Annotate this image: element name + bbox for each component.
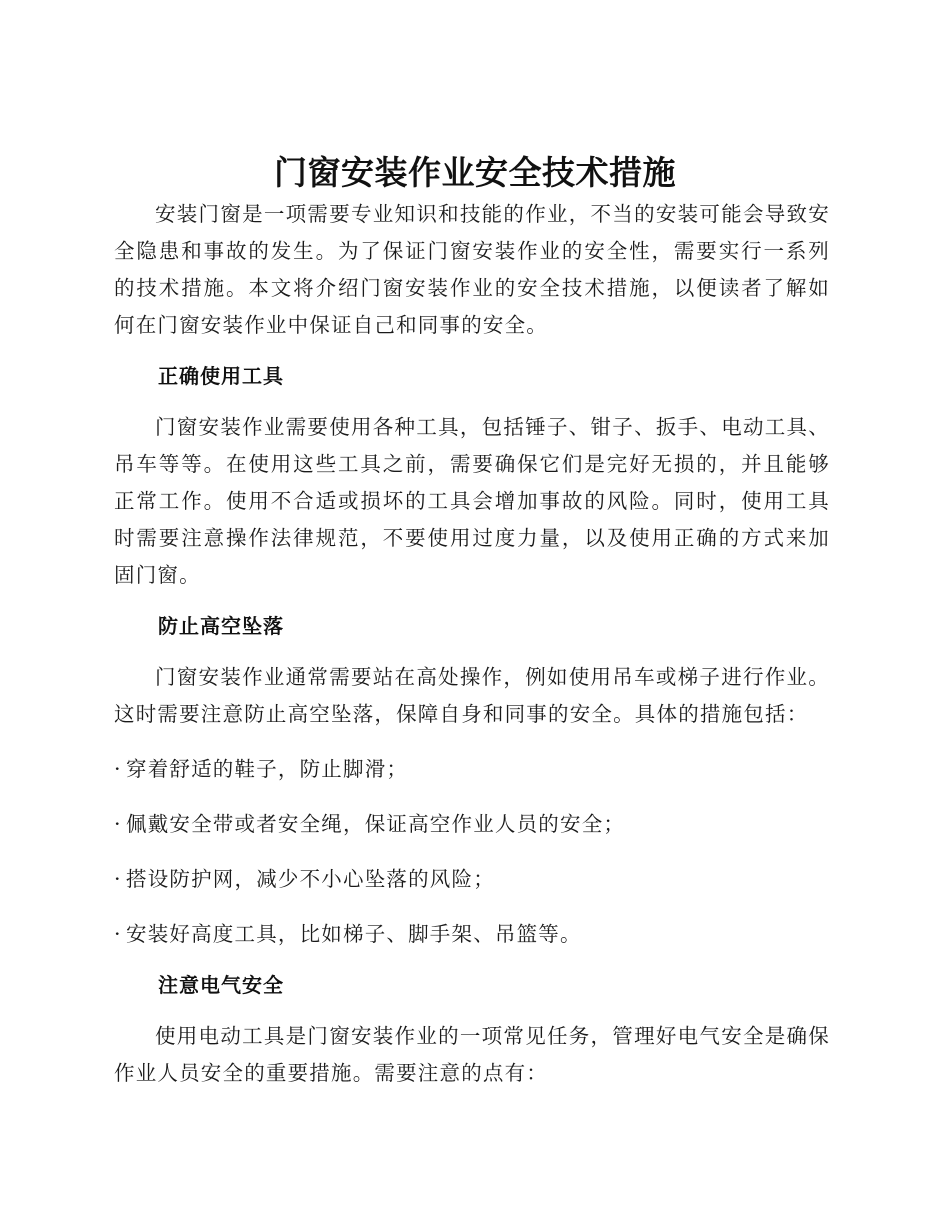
- list-item: [114, 806, 830, 843]
- list-item-text: 佩戴安全带或者安全绳，保证高空作业人员的安全；: [126, 812, 626, 836]
- list-item-text: 安装好高度工具，比如梯子、脚手架、吊篮等。: [126, 922, 582, 946]
- bullet-icon: ·: [114, 812, 122, 836]
- section-heading-fall-prevention: 防止高空坠落: [158, 614, 284, 638]
- document-title: 门窗安装作业安全技术措施: [274, 153, 676, 192]
- bullet-icon: ·: [114, 757, 122, 781]
- list-item: [114, 916, 830, 953]
- section-heading-tools: 正确使用工具: [158, 364, 284, 388]
- intro-paragraph: 安装门窗是一项需要专业知识和技能的作业，不当的安装可能会导致安全隐患和事故的发生。为了保证门窗安装作业的安全性，需要实行一系列的技术措施。本文将介绍门窗安装作业的安全技术措施，以便读者了解如何在门窗安装作业中保证自己和同事的安全。: [114, 202, 830, 337]
- section-paragraph-fall-prevention: 门窗安装作业通常需要站在高处操作，例如使用吊车或梯子进行作业。这时需要注意防止高空坠落，保障自身和同事的安全。具体的措施包括：: [114, 665, 830, 726]
- section-paragraph-electrical-safety: 使用电动工具是门窗安装作业的一项常见任务，管理好电气安全是确保作业人员安全的重要措施。需要注意的点有：: [114, 1024, 830, 1085]
- section-paragraph-tools: 门窗安装作业需要使用各种工具，包括锤子、钳子、扳手、电动工具、吊车等等。在使用这些工具之前，需要确保它们是完好无损的，并且能够正常工作。使用不合适或损坏的工具会增加事故的风险。同时，使用工具时需要注意操作法律规范，不要使用过度力量，以及使用正确的方式来加固门窗。: [114, 415, 830, 587]
- section-heading-electrical-safety: 注意电气安全: [158, 973, 284, 997]
- bullet-icon: ·: [114, 922, 122, 946]
- bullet-icon: ·: [114, 867, 122, 891]
- list-item-text: 穿着舒适的鞋子，防止脚滑；: [126, 757, 409, 781]
- list-item: [114, 861, 830, 898]
- document-body: [114, 196, 830, 1092]
- list-item: [114, 751, 830, 788]
- list-item-text: 搭设防护网，减少不小心坠落的风险；: [126, 867, 495, 891]
